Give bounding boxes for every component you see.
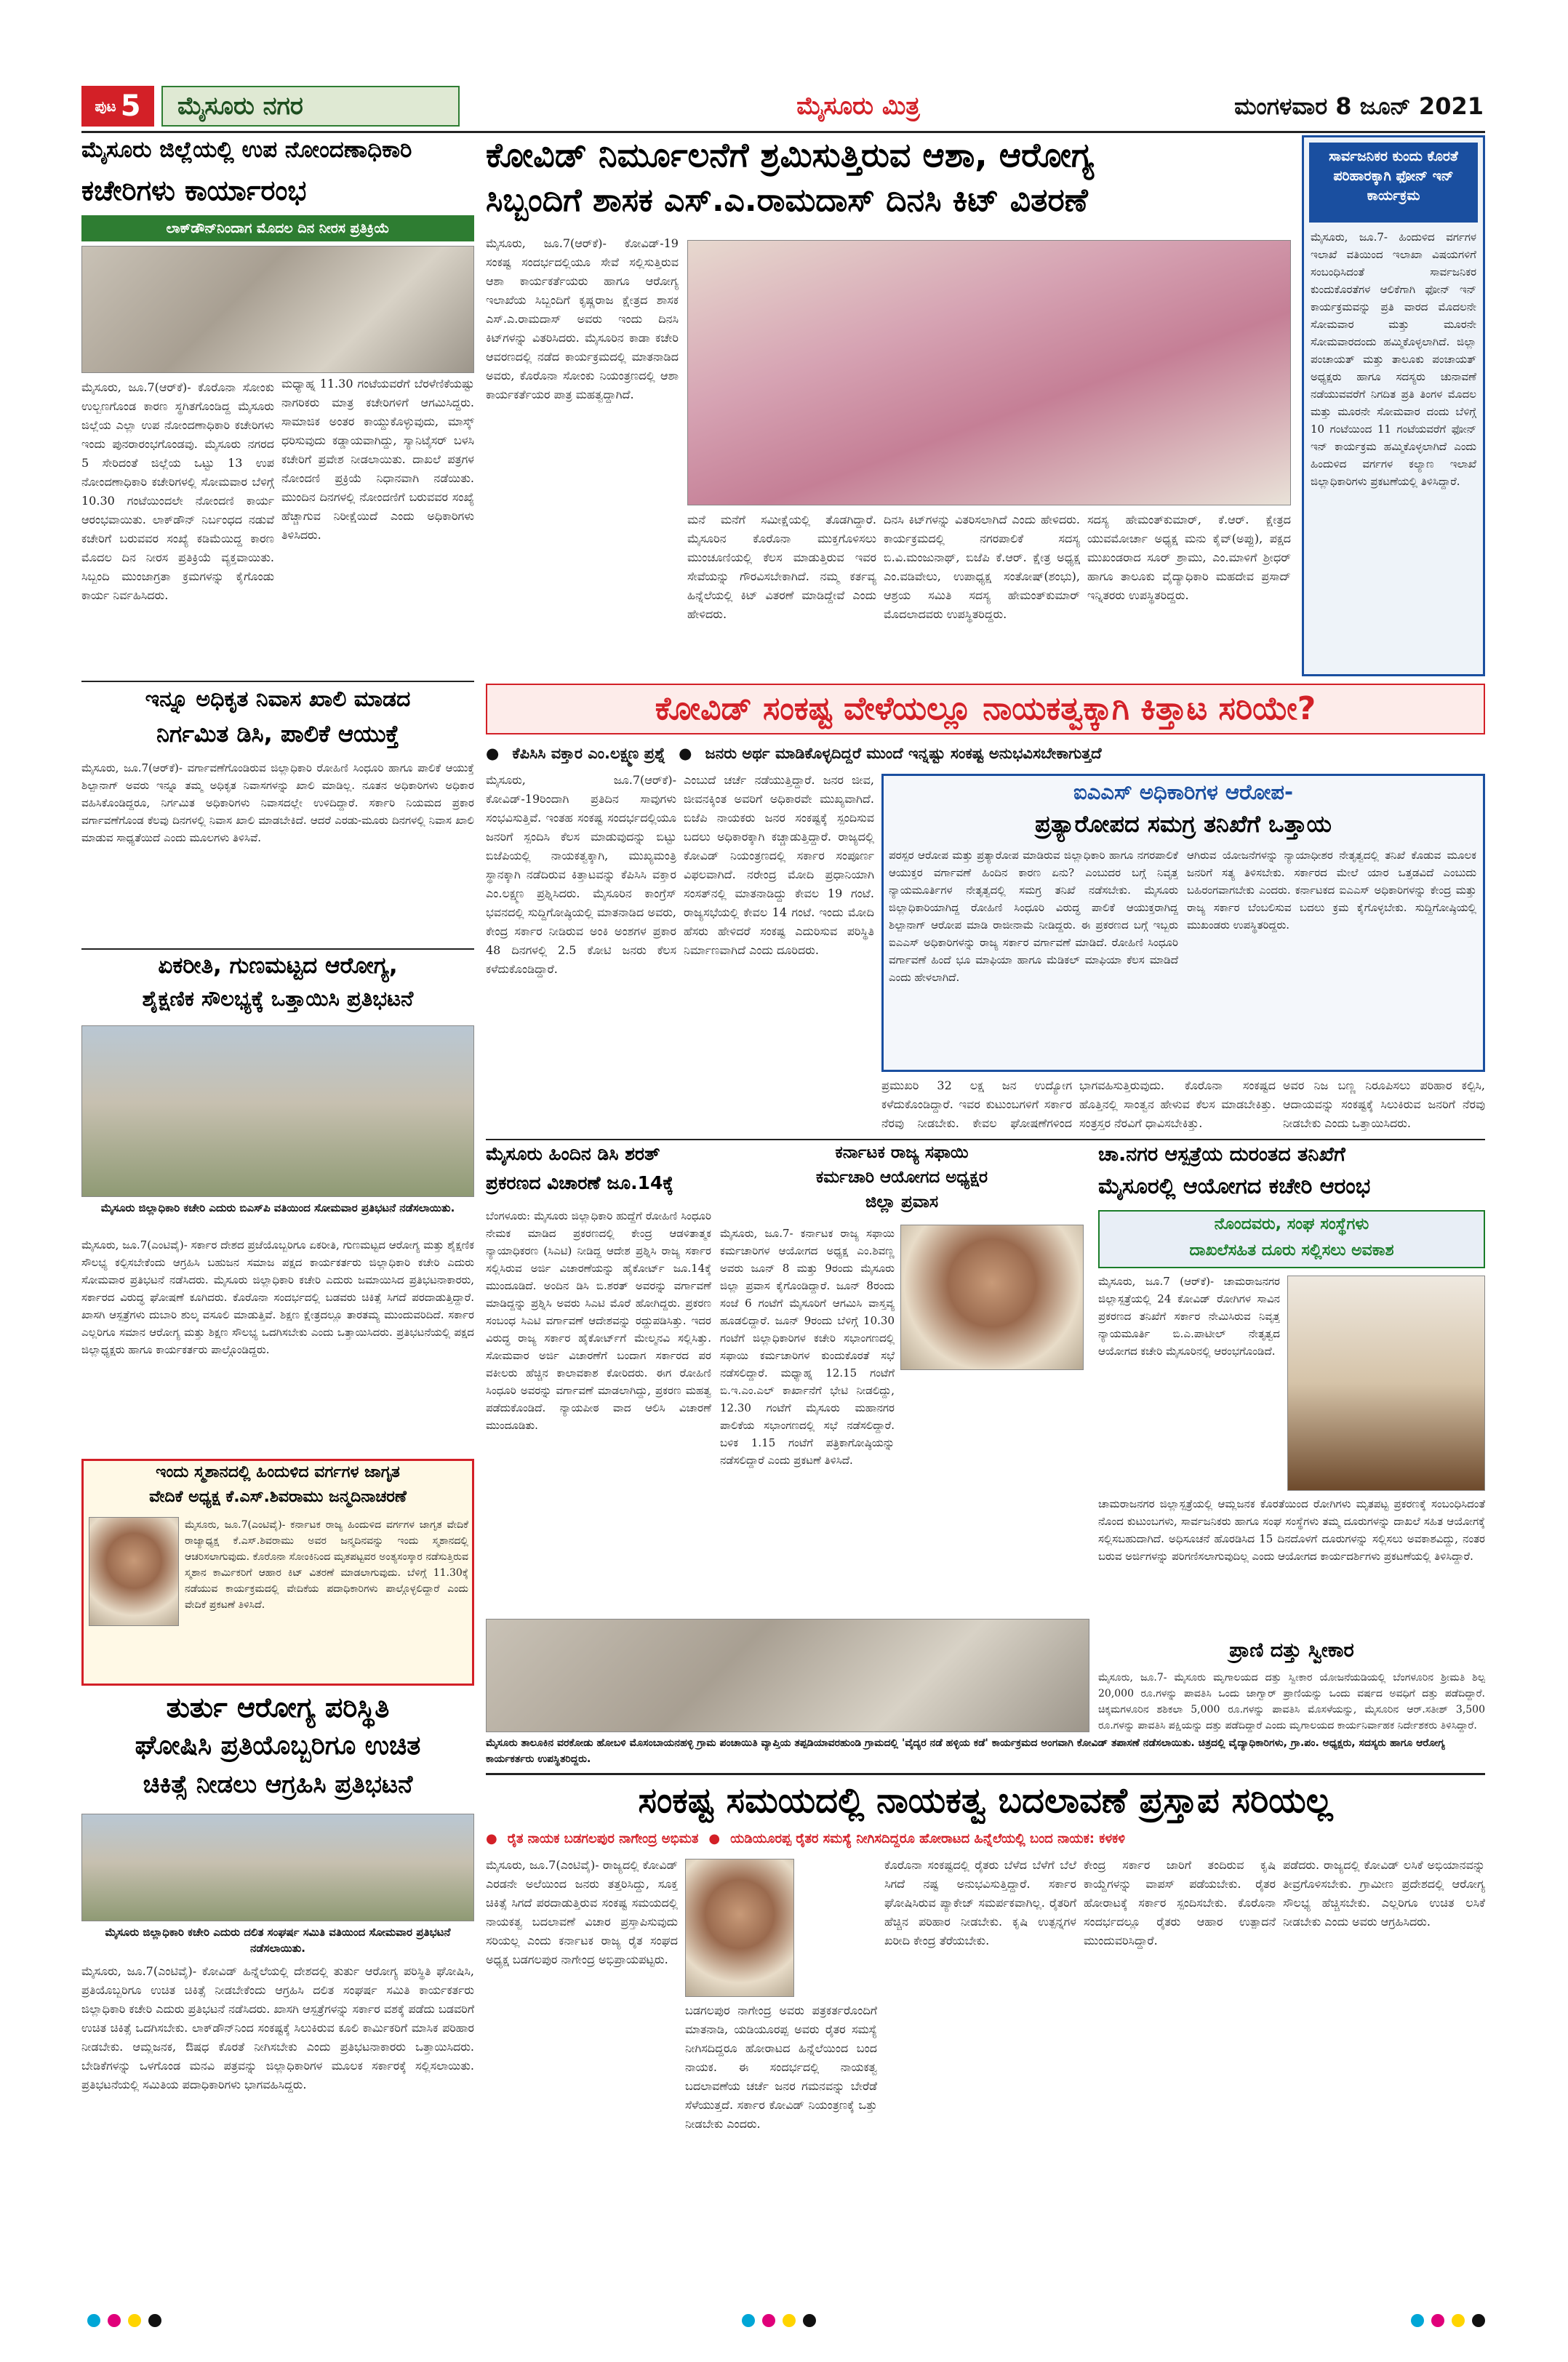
leadership-banner-text: ಕೋವಿಡ್ ಸಂಕಷ್ಟ ವೇಳೆಯಲ್ಲೂ ನಾಯಕತ್ವಕ್ಕಾಗಿ ಕಿತ್ತಾಟ ಸರಿಯೇ? [655,690,1316,727]
chamarajanagar-headline-2: ಮೈಸೂರಲ್ಲಿ ಆಯೋಗದ ಕಚೇರಿ ಆರಂಭ [1098,1174,1371,1199]
ias-col-1: ಪರಸ್ಪರ ಆರೋಪ ಮತ್ತು ಪ್ರತ್ಯಾರೋಪ ಮಾಡಿರುವ ಜಿಲ್ಲಾಧಿಕಾರಿ ಹಾಗೂ ನಗರಪಾಲಿಕೆ ಆಯುಕ್ತರ ವರ್ಗಾವಣೆ ಹಿಂದಿನ ಕಾರಣ ಏನು? ಎಂಬುದರ ಬಗ್ಗೆ ನಿವೃತ್ತ ನ್ಯಾಯಮೂರ್ತಿಗಳ ನೇತೃತ್ವದಲ್ಲಿ ಸಮಗ್ರ ತನಿಖೆ ನಡೆಸಬೇಕು. ಮೈಸೂರು ಜಿಲ್ಲಾಧಿಕಾರಿಯಾಗಿದ್ದ ರೋಹಿಣಿ ಸಿಂಧೂರಿ ವಿರುದ್ಧ ಪಾಲಿಕೆ ಆಯುಕ್ತರಾಗಿದ್ದ ಶಿಲ್ಪಾನಾಗ್ ಆರೋಪ ಮಾಡಿ ರಾಜೀನಾಮೆ ನೀಡಿದ್ದರು. ಈ ಪ್ರಕರಣದ ಬಗ್ಗೆ ಇಬ್ಬರು ಐಎಎಸ್ ಅಧಿಕಾರಿಗಳನ್ನು ರಾಜ್ಯ ಸರ್ಕಾರ ವರ್ಗಾವಣೆ ಮಾಡಿದೆ. ರೋಹಿಣಿ ಸಿಂಧೂರಿ ವರ್ಗಾವಣೆ ಹಿಂದೆ ಭೂ ಮಾಫಿಯಾ ಹಾಗೂ ಮೆಡಿಕಲ್ ಮಾಫಿಯಾ ಕೆಲಸ ಮಾಡಿದೆ ಎಂದು ಹೇಳಲಾಗಿದೆ. [889,849,1178,984]
health-protest-body: ಮೈಸೂರು, ಜೂ.7(ಎಂಟಿವೈ)- ಸರ್ಕಾರ ದೇಶದ ಪ್ರಜೆಯೊಬ್ಬರಿಗೂ ಏಕರೀತಿ, ಗುಣಮಟ್ಟದ ಆರೋಗ್ಯ ಮತ್ತು ಶೈಕ್ಷಣಿಕ ಸೌಲಭ್ಯ ಕಲ್ಪಿಸಬೇಕೆಂದು ಆಗ್ರಹಿಸಿ ಬಹುಜನ ಸಮಾಜ ಪಕ್ಷದ ಕಾರ್ಯಕರ್ತರು ಜಿಲ್ಲಾಧಿಕಾರಿ ಕಚೇರಿ ಎದುರು ಸೋಮವಾರ ಪ್ರತಿಭಟನೆ ನಡೆಸಿದರು. ಮೈಸೂರು ಜಿಲ್ಲಾಧಿಕಾರಿ ಕಚೇರಿ ಎದುರು ಜಮಾಯಿಸಿದ ಪ್ರತಿಭಟನಾಕಾರರು, ಸರ್ಕಾರದ ವಿರುದ್ಧ ಘೋಷಣೆ ಕೂಗಿದರು. ಕೊರೊನಾ ಸಂದರ್ಭದಲ್ಲಿ ಬಡವರು ಚಿಕಿತ್ಸೆ ಸಿಗದೆ ಪರದಾಡುತ್ತಿದ್ದಾರೆ. ಖಾಸಗಿ ಆಸ್ಪತ್ರೆಗಳು ದುಬಾರಿ ಶುಲ್ಕ ವಸೂಲಿ ಮಾಡುತ್ತಿವೆ. ಶಿಕ್ಷಣ ಕ್ಷೇತ್ರದಲ್ಲೂ ತಾರತಮ್ಯ ಮುಂದುವರಿದಿದೆ. ಸರ್ಕಾರ ಎಲ್ಲರಿಗೂ ಸಮಾನ ಆರೋಗ್ಯ ಮತ್ತು ಶಿಕ್ಷಣ ಸೌಲಭ್ಯ ಒದಗಿಸಬೇಕು ಎಂದು ಒತ್ತಾಯಿಸಿದರು. ಪ್ರತಿಭಟನೆಯಲ್ಲಿ ಪಕ್ಷದ ಜಿಲ್ಲಾಧ್ಯಕ್ಷರು ಹಾಗೂ ಕಾರ್ಯಕರ್ತರು ಪಾಲ್ಗೊಂಡಿದ್ದರು. [81,1238,474,1356]
chamarajanagar-strap-1: ನೊಂದವರು, ಸಂಘ ಸಂಸ್ಥೆಗಳು [1214,1215,1369,1233]
donation-body: ಮೈಸೂರು, ಜೂ.7- ಮೈಸೂರು ಮೃಗಾಲಯದ ದತ್ತು ಸ್ವೀಕಾರ ಯೋಜನೆಯಡಿಯಲ್ಲಿ ಬೆಂಗಳೂರಿನ ಶ್ರೀಮತಿ ಶಿಲ್ಪ 20,000 ರೂ.ಗಳನ್ನು ಪಾವತಿಸಿ ಒಂದು ಜಾಗ್ವಾರ್ ಪ್ರಾಣಿಯನ್ನು ಒಂದು ವರ್ಷದ ಅವಧಿಗೆ ದತ್ತು ಪಡೆದಿದ್ದಾರೆ. ಚಿಕ್ಕಮಗಳೂರಿನ ಶಶಿಕಲಾ 5,000 ರೂ.ಗಳನ್ನು ಪಾವತಿಸಿ ಮೊಸಳೆಯನ್ನು, ಮೈಸೂರಿನ ಆರ್.ಸತೀಶ್ 3,500 ರೂ.ಗಳನ್ನು ಪಾವತಿಸಿ ಪಕ್ಷಿಯನ್ನು ದತ್ತು ಪಡೆದಿದ್ದಾರೆ ಎಂದು ಮೃಗಾಲಯದ ಕಾರ್ಯನಿರ್ವಾಹಕ ನಿರ್ದೇಶಕರು ತಿಳಿಸಿದ್ದಾರೆ. [1098,1672,1485,1732]
phone-in-headline: ಸಾರ್ವಜನಿಕರ ಕುಂದು ಕೊರತೆ ಪರಿಹಾರಕ್ಕಾಗಿ ಫೋನ್ ಇನ್ ಕಾರ್ಯಕ್ರಮ [1309,143,1478,223]
farmer-strap-1: ರೈತ ನಾಯಕ ಬಡಗಲಪುರ ನಾಗೇಂದ್ರ ಅಭಿಮತ [507,1830,699,1846]
ias-headline-2: ಪ್ರತ್ಯಾರೋಪದ ಸಮಗ್ರ ತನಿಖೆಗೆ ಒತ್ತಾಯ [1035,810,1332,838]
leadership-col-2: ಎಂಬುದೆ ಚರ್ಚೆ ನಡೆಯುತ್ತಿದ್ದಾರೆ. ಜನರ ಜೀವ, ಜೀವನಕ್ಕಿಂತ ಅವರಿಗೆ ಅಧಿಕಾರವೇ ಮುಖ್ಯವಾಗಿದೆ. ಬಿಜೆಪಿ ನಾಯಕರು ಜನರ ಸಂಕಷ್ಟಕ್ಕೆ ಸ್ಪಂದಿಸುವ ಬದಲು ಅಧಿಕಾರಕ್ಕಾಗಿ ಕಚ್ಚಾಡುತ್ತಿದ್ದಾರೆ. ರಾಜ್ಯದಲ್ಲಿ ಕೋವಿಡ್ ನಿಯಂತ್ರಣದಲ್ಲಿ ಸರ್ಕಾರ ಸಂಪೂರ್ಣ ವಿಫಲವಾಗಿದೆ. ನರೇಂದ್ರ ಮೋದಿ ಪ್ರಧಾನಿಯಾಗಿ ಸಂಸತ್‌ನಲ್ಲಿ ಮಾತನಾಡಿದ್ದು ಕೇವಲ 19 ಗಂಟೆ. ರಾಜ್ಯಸಭೆಯಲ್ಲಿ ಕೇವಲ 14 ಗಂಟೆ. ಇಂದು ಮೋದಿ ಹೆಸರು ಹೇಳಿದರೆ ಸಂಕಷ್ಟ ಎದುರಿಸುವ ಪರಿಸ್ಥಿತಿ ನಿರ್ಮಾಣವಾಗಿದೆ ಎಂದು ದೂರಿದರು. [684,773,874,957]
chamarajanagar-strap-box [1098,1210,1485,1268]
emergency-headline-2: ಘೋಷಿಸಿ ಪ್ರತಿಯೊಬ್ಬರಿಗೂ ಉಚಿತ [135,1731,421,1761]
registration-marks-right [1411,2314,1485,2327]
sub-registrar-strap: ಲಾಕ್‌ಡೌನ್‌ನಿಂದಾಗ ಮೊದಲ ದಿನ ನೀರಸ ಪ್ರತಿಕ್ರಿಯೆ [81,215,474,241]
section-label: ಮೈಸೂರು ನಗರ [177,92,303,121]
lead-headline-2: ಸಿಬ್ಬಂದಿಗೆ ಶಾಸಕ ಎಸ್.ಎ.ರಾಮದಾಸ್ ದಿನಸಿ ಕಿಟ್ ವಿತರಣೆ [486,182,1088,219]
farmer-col-3: ಕೊರೊನಾ ಸಂಕಷ್ಟದಲ್ಲಿ ರೈತರು ಬೆಳೆದ ಬೆಳೆಗೆ ಬೆಲೆ ಸಿಗದೆ ನಷ್ಟ ಅನುಭವಿಸುತ್ತಿದ್ದಾರೆ. ಸರ್ಕಾರ ಘೋಷಿಸಿರುವ ಪ್ಯಾಕೇಜ್ ಸಮರ್ಪಕವಾಗಿಲ್ಲ. ರೈತರಿಗೆ ಹೆಚ್ಚಿನ ಪರಿಹಾರ ನೀಡಬೇಕು. ಕೃಷಿ ಉತ್ಪನ್ನಗಳ ಖರೀದಿ ಕೇಂದ್ರ ತೆರೆಯಬೇಕು. [884,1858,1076,1947]
backward-headline-2: ವೇದಿಕೆ ಅಧ್ಯಕ್ಷ ಕೆ.ಎಸ್.ಶಿವರಾಮು ಜನ್ಮದಿನಾಚರಣೆ [149,1488,407,1506]
divider [81,948,474,950]
lead-headline-1: ಕೋವಿಡ್ ನಿರ್ಮೂಲನೆಗೆ ಶ್ರಮಿಸುತ್ತಿರುವ ಆಶಾ, ಆರೋಗ್ಯ [486,135,1095,175]
page-label: ಪುಟ [95,97,116,115]
backward-body: ಮೈಸೂರು, ಜೂ.7(ಎಂಟಿವೈ)- ಕರ್ನಾಟಕ ರಾಜ್ಯ ಹಿಂದುಳಿದ ವರ್ಗಗಳ ಜಾಗೃತ ವೇದಿಕೆ ರಾಜ್ಯಾಧ್ಯಕ್ಷ ಕೆ.ಎಸ್.ಶಿವರಾಮು ಅವರ ಜನ್ಮದಿನವನ್ನು ಇಂದು ಸ್ಮಶಾನದಲ್ಲಿ ಆಚರಿಸಲಾಗುವುದು. ಕೊರೊನಾ ಸೋಂಕಿನಿಂದ ಮೃತಪಟ್ಟವರ ಅಂತ್ಯಸಂಸ್ಕಾರ ನಡೆಸುತ್ತಿರುವ ಸ್ಮಶಾನ ಕಾರ್ಮಿಕರಿಗೆ ಆಹಾರ ಕಿಟ್ ವಿತರಣೆ ಮಾಡಲಾಗುವುದು. ಬೆಳಿಗ್ಗೆ 11.30ಕ್ಕೆ ನಡೆಯುವ ಕಾರ್ಯಕ್ರಮದಲ್ಲಿ ವೇದಿಕೆಯ ಪದಾಧಿಕಾರಿಗಳು ಪಾಲ್ಗೊಳ್ಳಲಿದ್ದಾರೆ ಎಂದು ವೇದಿಕೆ ಪ್ರಕಟಣೆ ತಿಳಿಸಿದೆ. [185,1519,468,1611]
safai-headline-1: ಕರ್ನಾಟಕ ರಾಜ್ಯ ಸಫಾಯಿ [835,1143,969,1162]
emergency-photo [81,1814,474,1921]
health-protest-headline-1: ಏಕರೀತಿ, ಗುಣಮಟ್ಟದ ಆರೋಗ್ಯ, [158,953,398,979]
sub-registrar-col-2: ಮಧ್ಯಾಹ್ನ 11.30 ಗಂಟೆಯವರೆಗೆ ಬೆರಳೆಣಿಕೆಯಷ್ಟು ನಾಗರಿಕರು ಮಾತ್ರ ಕಚೇರಿಗಳಿಗೆ ಆಗಮಿಸಿದ್ದರು. ಸಾಮಾಜಿಕ ಅಂತರ ಕಾಯ್ದುಕೊಳ್ಳುವುದು, ಮಾಸ್ಕ್ ಧರಿಸುವುದು ಕಡ್ಡಾಯವಾಗಿದ್ದು, ಸ್ಯಾನಿಟೈಸರ್ ಬಳಸಿ ಕಚೇರಿಗೆ ಪ್ರವೇಶ ನೀಡಲಾಯಿತು. ದಾಖಲೆ ಪತ್ರಗಳ ನೋಂದಣಿ ಪ್ರಕ್ರಿಯೆ ನಿಧಾನವಾಗಿ ನಡೆಯಿತು. ಮುಂದಿನ ದಿನಗಳಲ್ಲಿ ನೋಂದಣಿಗೆ ಬರುವವರ ಸಂಖ್ಯೆ ಹೆಚ್ಚಾಗುವ ನಿರೀಕ್ಷೆಯಿದೆ ಎಂದು ಅಧಿಕಾರಿಗಳು ತಿಳಿಸಿದರು. [281,377,474,542]
donation-headline: ಪ್ರಾಣಿ ದತ್ತು ಸ್ವೀಕಾರ [1229,1639,1354,1662]
farmer-col-5: ಪಡೆದರು. ರಾಜ್ಯದಲ್ಲಿ ಕೋವಿಡ್ ಲಸಿಕೆ ಅಭಿಯಾನವನ್ನು ತೀವ್ರಗೊಳಿಸಬೇಕು. ಗ್ರಾಮೀಣ ಪ್ರದೇಶದಲ್ಲಿ ಆರೋಗ್ಯ ಸೌಲಭ್ಯ ಹೆಚ್ಚಿಸಬೇಕು. ಎಲ್ಲರಿಗೂ ಉಚಿತ ಲಸಿಕೆ ನೀಡಬೇಕು ಎಂದು ಅವರು ಆಗ್ರಹಿಸಿದರು. [1283,1858,1485,1929]
safai-headline-3: ಜಿಲ್ಲಾ ಪ್ರವಾಸ [865,1193,939,1212]
hostel-body: ಮೈಸೂರು, ಜೂ.7(ಆರ್‌ಕೆ)- ವರ್ಗಾವಣೆಗೊಂಡಿರುವ ಜಿಲ್ಲಾಧಿಕಾರಿ ರೋಹಿಣಿ ಸಿಂಧೂರಿ ಹಾಗೂ ಪಾಲಿಕೆ ಆಯುಕ್ತೆ ಶಿಲ್ಪಾನಾಗ್ ಅವರು ಇನ್ನೂ ತಮ್ಮ ಅಧಿಕೃತ ನಿವಾಸಗಳನ್ನು ಖಾಲಿ ಮಾಡಿಲ್ಲ. ನೂತನ ಅಧಿಕಾರಿಗಳು ಅಧಿಕಾರ ವಹಿಸಿಕೊಂಡಿದ್ದರೂ, ನಿರ್ಗಮಿತ ಅಧಿಕಾರಿಗಳು ನಿವಾಸದಲ್ಲೇ ಉಳಿದಿದ್ದಾರೆ. ಸರ್ಕಾರಿ ನಿಯಮದ ಪ್ರಕಾರ ವರ್ಗಾವಣೆಗೊಂಡ ಕೆಲವು ದಿನಗಳಲ್ಲಿ ನಿವಾಸ ಖಾಲಿ ಮಾಡಬೇಕಿದೆ. ಆದರೆ ಎರಡು-ಮೂರು ದಿನಗಳಲ್ಲಿ ನಿವಾಸ ಖಾಲಿ ಮಾಡುವ ಸಾಧ್ಯತೆಯಿದೆ ಎಂದು ಮೂಲಗಳು ತಿಳಿಸಿವೆ. [81,761,474,844]
chamarajanagar-body: ಚಾಮರಾಜನಗರ ಜಿಲ್ಲಾಸ್ಪತ್ರೆಯಲ್ಲಿ ಆಮ್ಲಜನಕ ಕೊರತೆಯಿಂದ ರೋಗಿಗಳು ಮೃತಪಟ್ಟ ಪ್ರಕರಣಕ್ಕೆ ಸಂಬಂಧಿಸಿದಂತೆ ನೊಂದ ಕುಟುಂಬಗಳು, ಸಾರ್ವಜನಿಕರು ಹಾಗೂ ಸಂಘ ಸಂಸ್ಥೆಗಳು ತಮ್ಮ ದೂರುಗಳನ್ನು ದಾಖಲೆ ಸಹಿತ ಆಯೋಗಕ್ಕೆ ಸಲ್ಲಿಸಬಹುದಾಗಿದೆ. ಅಧಿಸೂಚನೆ ಹೊರಡಿಸಿದ 15 ದಿನದೊಳಗೆ ದೂರುಗಳನ್ನು ಸಲ್ಲಿಸಲು ಅವಕಾಶವಿದ್ದು, ನಂತರ ಬರುವ ಅರ್ಜಿಗಳನ್ನು ಪರಿಗಣಿಸಲಾಗುವುದಿಲ್ಲ ಎಂದು ಆಯೋಗದ ಕಾರ್ಯದರ್ಶಿಗಳು ಪ್ರಕಟಣೆಯಲ್ಲಿ ತಿಳಿಸಿದ್ದಾರೆ. [1098,1497,1485,1563]
farmer-col-4: ಕೇಂದ್ರ ಸರ್ಕಾರ ಜಾರಿಗೆ ತಂದಿರುವ ಕೃಷಿ ಕಾಯ್ದೆಗಳನ್ನು ವಾಪಸ್ ಪಡೆಯಬೇಕು. ರೈತರ ಹೋರಾಟಕ್ಕೆ ಸರ್ಕಾರ ಸ್ಪಂದಿಸಬೇಕು. ಕೊರೊನಾ ಸಂದರ್ಭದಲ್ಲೂ ರೈತರು ಆಹಾರ ಉತ್ಪಾದನೆ ಮುಂದುವರಿಸಿದ್ದಾರೆ. [1084,1858,1276,1947]
hostel-headline-2: ನಿರ್ಗಮಿತ ಡಿಸಿ, ಪಾಲಿಕೆ ಆಯುಕ್ತೆ [156,720,399,748]
sub-registrar-headline-2: ಕಚೇರಿಗಳು ಕಾರ್ಯಾರಂಭ [81,175,307,207]
sharath-headline-1: ಮೈಸೂರು ಹಿಂದಿನ ಡಿಸಿ ಶರತ್ [486,1143,660,1164]
safai-headline-2: ಕರ್ಮಚಾರಿ ಆಯೋಗದ ಅಧ್ಯಕ್ಷರ [815,1168,988,1187]
village-kit-caption: ಮೈಸೂರು ತಾಲೂಕಿನ ವರಕೋಡು ಹೋಬಳಿ ಮೊಸಂಬಾಯನಹಳ್ಳಿ ಗ್ರಾಮ ಪಂಚಾಯಿತಿ ವ್ಯಾಪ್ತಿಯ ತಪ್ಪಡಿಯಾವರಹುಂಡಿ ಗ್ರಾಮದಲ್ಲಿ 'ವೈದ್ಯರ ನಡೆ ಹಳ್ಳಿಯ ಕಡೆ' ಕಾರ್ಯಕ್ರಮದ ಅಂಗವಾಗಿ ಕೋವಿಡ್ ತಪಾಸಣೆ ನಡೆಸಲಾಯಿತು. ಚಿತ್ರದಲ್ಲಿ ವೈದ್ಯಾಧಿಕಾರಿಗಳು, ಗ್ರಾ.ಪಂ. ಅಧ್ಯಕ್ಷರು, ಸದಸ್ಯರು ಹಾಗೂ ಆರೋಗ್ಯ ಕಾರ್ಯಕರ್ತರು ಉಪಸ್ಥಿತರಿದ್ದರು. [486,1737,1445,1765]
farmer-straps [486,1825,1485,1851]
health-protest-headline-2: ಶೈಕ್ಷಣಿಕ ಸೌಲಭ್ಯಕ್ಕೆ ಒತ್ತಾಯಿಸಿ ಪ್ರತಿಭಟನೆ [142,986,414,1011]
farmer-col-2: ಬಡಗಲಪುರ ನಾಗೇಂದ್ರ ಅವರು ಪತ್ರಕರ್ತರೊಂದಿಗೆ ಮಾತನಾಡಿ, ಯಡಿಯೂರಪ್ಪ ಅವರು ರೈತರ ಸಮಸ್ಯೆ ನೀಗಿಸದಿದ್ದರೂ ಹೋರಾಟದ ಹಿನ್ನೆಲೆಯಿಂದ ಬಂದ ನಾಯಕ. ಈ ಸಂದರ್ಭದಲ್ಲಿ ನಾಯಕತ್ವ ಬದಲಾವಣೆಯ ಚರ್ಚೆ ಜನರ ಗಮನವನ್ನು ಬೇರೆಡೆ ಸೆಳೆಯುತ್ತದೆ. ಸರ್ಕಾರ ಕೋವಿಡ್ ನಿಯಂತ್ರಣಕ್ಕೆ ಒತ್ತು ನೀಡಬೇಕು ಎಂದರು. [685,2003,877,2131]
page-number: 5 [120,89,141,123]
chamarajanagar-strap-2: ದಾಖಲೆಸಹಿತ ದೂರು ಸಲ್ಲಿಸಲು ಅವಕಾಶ [1189,1241,1394,1260]
farmer-banner: ಸಂಕಷ್ಟ ಸಮಯದಲ್ಲಿ ನಾಯಕತ್ವ ಬದಲಾವಣೆ ಪ್ರಸ್ತಾಪ ಸರಿಯಲ್ಲ [638,1780,1333,1821]
leadership-col-3: ಪ್ರಮುಖರಿ 32 ಲಕ್ಷ ಜನ ಉದ್ಯೋಗ ಕಳೆದುಕೊಂಡಿದ್ದಾರೆ. ಇವರ ಕುಟುಂಬಗಳಿಗೆ ಸರ್ಕಾರ ನೆರವು ನೀಡಬೇಕು. ಕೇವಲ ಘೋಷಣೆಗಳಿಂದ [881,1078,1072,1130]
masthead: ಮೈಸೂರು ಮಿತ್ರ [796,92,920,121]
emergency-headline-1: ತುರ್ತು ಆರೋಗ್ಯ ಪರಿಸ್ಥಿತಿ [166,1692,390,1724]
commission-office-photo [1287,1276,1485,1491]
bullet-icon: ● [679,745,692,762]
farmer-strap-2: ಯಡಿಯೂರಪ್ಪ ರೈತರ ಸಮಸ್ಯೆ ನೀಗಿಸದಿದ್ದರೂ ಹೋರಾಟದ ಹಿನ್ನೆಲೆಯಲ್ಲಿ ಬಂದ ನಾಯಕ: ಕಳಕಳಿ [730,1830,1126,1846]
health-protest-photo [81,1025,474,1197]
ias-headline-1: ಐಎಎಸ್ ಅಧಿಕಾರಿಗಳ ಆರೋಪ- [1073,780,1293,804]
leadership-straps [486,739,1485,768]
emergency-headline-3: ಚಿಕಿತ್ಸೆ ನೀಡಲು ಆಗ್ರಹಿಸಿ ಪ್ರತಿಭಟನೆ [143,1770,413,1799]
lead-photo [687,240,1291,505]
divider [486,1139,1485,1140]
emergency-body: ಮೈಸೂರು, ಜೂ.7(ಎಂಟಿವೈ)- ಕೋವಿಡ್ ಹಿನ್ನೆಲೆಯಲ್ಲಿ ದೇಶದಲ್ಲಿ ತುರ್ತು ಆರೋಗ್ಯ ಪರಿಸ್ಥಿತಿ ಘೋಷಿಸಿ, ಪ್ರತಿಯೊಬ್ಬರಿಗೂ ಉಚಿತ ಚಿಕಿತ್ಸೆ ನೀಡಬೇಕೆಂದು ಆಗ್ರಹಿಸಿ ದಲಿತ ಸಂಘರ್ಷ ಸಮಿತಿ ಕಾರ್ಯಕರ್ತರು ಜಿಲ್ಲಾಧಿಕಾರಿ ಕಚೇರಿ ಎದುರು ಪ್ರತಿಭಟನೆ ನಡೆಸಿದರು. ಖಾಸಗಿ ಆಸ್ಪತ್ರೆಗಳನ್ನು ಸರ್ಕಾರ ವಶಕ್ಕೆ ಪಡೆದು ಬಡವರಿಗೆ ಉಚಿತ ಚಿಕಿತ್ಸೆ ಒದಗಿಸಬೇಕು. ಲಾಕ್‌ಡೌನ್‌ನಿಂದ ಸಂಕಷ್ಟಕ್ಕೆ ಸಿಲುಕಿರುವ ಕೂಲಿ ಕಾರ್ಮಿಕರಿಗೆ ಮಾಸಿಕ ಪರಿಹಾರ ನೀಡಬೇಕು. ಆಮ್ಲಜನಕ, ಔಷಧ ಕೊರತೆ ನೀಗಿಸಬೇಕು ಎಂದು ಪ್ರತಿಭಟನಾಕಾರರು ಒತ್ತಾಯಿಸಿದರು. ಬೇಡಿಕೆಗಳನ್ನು ಒಳಗೊಂಡ ಮನವಿ ಪತ್ರವನ್ನು ಜಿಲ್ಲಾಧಿಕಾರಿಗಳ ಮೂಲಕ ಸರ್ಕಾರಕ್ಕೆ ಸಲ್ಲಿಸಲಾಯಿತು. ಪ್ರತಿಭಟನೆಯಲ್ಲಿ ಸಮಿತಿಯ ಪದಾಧಿಕಾರಿಗಳು ಭಾಗವಹಿಸಿದ್ದರು. [81,1964,474,2091]
emergency-caption: ಮೈಸೂರು ಜಿಲ್ಲಾಧಿಕಾರಿ ಕಚೇರಿ ಎದುರು ದಲಿತ ಸಂಘರ್ಷ ಸಮಿತಿ ವತಿಯಿಂದ ಸೋಮವಾರ ಪ್ರತಿಭಟನೆ ನಡೆಸಲಾಯಿತು. [105,1926,451,1955]
registration-marks-left [87,2314,161,2327]
leadership-col-5: ಅವರ ನಿಜ ಬಣ್ಣ ನಿರೂಪಿಸಲು ಪರಿಹಾರ ಕಲ್ಪಿಸಿ, ಆದಾಯವನ್ನು ಸಂಕಷ್ಟಕ್ಕೆ ಸಿಲುಕಿರುವ ಜನರಿಗೆ ನೆರವು ನೀಡಬೇಕು ಎಂದು ಒತ್ತಾಯಿಸಿದರು. [1283,1078,1485,1130]
ias-col-2: ಆಗಿರುವ ಯೋಜನೆಗಳನ್ನು ನ್ಯಾಯಾಧೀಶರ ನೇತೃತ್ವದಲ್ಲಿ ತನಿಖೆ ಕೊಡುವ ಮೂಲಕ ಜನರಿಗೆ ಸತ್ಯ ತಿಳಿಸಬೇಕು. ಸರ್ಕಾರದ ಮೇಲೆ ಯಾರ ಒತ್ತಡವಿದೆ ಎಂಬುದು ಬಹಿರಂಗವಾಗಬೇಕು ಎಂದರು. ಕರ್ನಾಟಕದ ಐಎಎಸ್ ಅಧಿಕಾರಿಗಳನ್ನು ಕೇಂದ್ರ ಮತ್ತು ರಾಜ್ಯ ಸರ್ಕಾರ ಬೆಂಬಲಿಸುವ ಬದಲು ಕ್ರಮ ಕೈಗೊಳ್ಳಬೇಕು. ಸುದ್ದಿಗೋಷ್ಠಿಯಲ್ಲಿ ಮುಖಂಡರು ಉಪಸ್ಥಿತರಿದ್ದರು. [1187,849,1476,932]
issue-date: ಮಂಗಳವಾರ 8 ಜೂನ್ 2021 [1234,92,1484,120]
lead-col-4: ಸದಸ್ಯ ಹೇಮಂತ್‌ಕುಮಾರ್, ಕೆ.ಆರ್. ಕ್ಷೇತ್ರದ ಯುವಮೋರ್ಚಾ ಅಧ್ಯಕ್ಷ ಮನು ಕೈವ್(ಅಪ್ಪು), ಪಕ್ಷದ ಮುಖಂಡರಾದ ಸೂರ್ ಶ್ರಾಮು, ಎಂ.ಮಾಳಿಗೆ ಶ್ರೀಧರ್ ಹಾಗೂ ತಾಲೂಕು ವೈದ್ಯಾಧಿಕಾರಿ ಮಹದೇವ ಪ್ರಸಾದ್ ಇನ್ನಿತರರು ಉಪಸ್ಥಿತರಿದ್ದರು. [1087,513,1291,602]
section-title [161,86,460,127]
phone-in-body: ಮೈಸೂರು, ಜೂ.7- ಹಿಂದುಳಿದ ವರ್ಗಗಳ ಇಲಾಖೆ ವತಿಯಿಂದ ಇಲಾಖಾ ವಿಷಯಗಳಿಗೆ ಸಂಬಂಧಿಸಿದಂತೆ ಸಾರ್ವಜನಿಕರ ಕುಂದುಕೊರತೆಗಳ ಆಲಿಕೆಗಾಗಿ ಫೋನ್ ಇನ್ ಕಾರ್ಯಕ್ರಮವನ್ನು ಪ್ರತಿ ವಾರದ ಮೊದಲನೇ ಸೋಮವಾರ ಮತ್ತು ಮೂರನೇ ಸೋಮವಾರದಂದು ಹಮ್ಮಿಕೊಳ್ಳಲಾಗಿದೆ. ಜಿಲ್ಲಾ ಪಂಚಾಯತ್ ಮತ್ತು ತಾಲೂಕು ಪಂಚಾಯತ್ ಅಧ್ಯಕ್ಷರು ಹಾಗೂ ಸದಸ್ಯರು ಚುನಾವಣೆ ನಡೆಯುವವರೆಗೆ ನಿಗದಿತ ಪ್ರತಿ ತಿಂಗಳ ಮೊದಲ ಮತ್ತು ಮೂರನೇ ಸೋಮವಾರ ದಂದು ಬೆಳಿಗ್ಗೆ 10 ಗಂಟೆಯಿಂದ 11 ಗಂಟೆಯವರೆಗೆ ಫೋನ್ ಇನ್ ಕಾರ್ಯಕ್ರಮ ಹಮ್ಮಿಕೊಳ್ಳಲಾಗಿದೆ ಎಂದು ಹಿಂದುಳಿದ ವರ್ಗಗಳ ಕಲ್ಯಾಣ ಇಲಾಖೆ ಜಿಲ್ಲಾಧಿಕಾರಿಗಳು ಪ್ರಕಟಣೆಯಲ್ಲಿ ತಿಳಿಸಿದ್ದಾರೆ. [1311,231,1476,488]
shivaramu-photo [89,1517,179,1626]
bullet-icon: ● [708,1830,721,1846]
bullet-icon: ● [486,1830,497,1846]
backward-headline-1: ಇಂದು ಸ್ಮಶಾನದಲ್ಲಿ ಹಿಂದುಳಿದ ವರ್ಗಗಳ ಜಾಗೃತ [156,1463,400,1481]
lead-col-3: ದಿನಸಿ ಕಿಟ್‌ಗಳನ್ನು ವಿತರಿಸಲಾಗಿದೆ ಎಂದು ಹೇಳಿದರು. ಕಾರ್ಯಕ್ರಮದಲ್ಲಿ ನಗರಪಾಲಿಕೆ ಸದಸ್ಯ ಬಿ.ವಿ.ಮಂಜುನಾಥ್, ಬಿಜೆಪಿ ಕೆ.ಆರ್. ಕ್ಷೇತ್ರ ಅಧ್ಯಕ್ಷ ಎಂ.ವಡಿವೇಲು, ಉಪಾಧ್ಯಕ್ಷ ಸಂತೋಷ್(ಶಂಭು), ಆಶ್ರಯ ಸಮಿತಿ ಸದಸ್ಯ ಹೇಮಂತ್‌ಕುಮಾರ್ ಮೊದಲಾದವರು ಉಪಸ್ಥಿತರಿದ್ದರು. [884,513,1080,621]
chamarajanagar-headline-1: ಚಾ.ನಗರ ಆಸ್ಪತ್ರೆಯ ದುರಂತದ ತನಿಖೆಗೆ [1098,1143,1345,1166]
village-kit-photo [486,1619,1089,1732]
leadership-strap-2: ಜನರು ಅರ್ಥ ಮಾಡಿಕೊಳ್ಳದಿದ್ದರೆ ಮುಂದೆ ಇನ್ನಷ್ಟು ಸಂಕಷ್ಟ ಅನುಭವಿಸಬೇಕಾಗುತ್ತದೆ [705,744,1102,762]
sharath-headline-2: ಪ್ರಕರಣದ ವಿಚಾರಣೆ ಜೂ.14ಕ್ಕೆ [486,1172,673,1193]
page-number-badge [81,86,154,127]
sub-registrar-headline-1: ಮೈಸೂರು ಜಿಲ್ಲೆಯಲ್ಲಿ ಉಪ ನೋಂದಣಾಧಿಕಾರಿ [81,137,412,163]
leadership-col-1: ಮೈಸೂರು, ಜೂ.7(ಆರ್‌ಕೆ)- ಕೋವಿಡ್-19ರಿಂದಾಗಿ ಪ್ರತಿದಿನ ಸಾವುಗಳು ಸಂಭವಿಸುತ್ತಿವೆ. ಇಂತಹ ಸಂಕಷ್ಟ ಸಂದರ್ಭದಲ್ಲಿಯೂ ಜನರಿಗೆ ಸ್ಪಂದಿಸಿ ಕೆಲಸ ಮಾಡುವುದನ್ನು ಬಿಟ್ಟು ಬಿಜೆಪಿಯಲ್ಲಿ ನಾಯಕತ್ವಕ್ಕಾಗಿ, ಮುಖ್ಯಮಂತ್ರಿ ಸ್ಥಾನಕ್ಕಾಗಿ ನಡೆದಿರುವ ಕಿತ್ತಾಟವನ್ನು ಕೆಪಿಸಿಸಿ ವಕ್ತಾರ ಎಂ.ಲಕ್ಷ್ಮಣ ಪ್ರಶ್ನಿಸಿದರು. ಮೈಸೂರಿನ ಕಾಂಗ್ರೆಸ್ ಭವನದಲ್ಲಿ ಸುದ್ದಿಗೋಷ್ಠಿಯಲ್ಲಿ ಮಾತನಾಡಿದ ಅವರು, ಕೇಂದ್ರ ಸರ್ಕಾರ ನೀಡಿರುವ ಅಂಕಿ ಅಂಶಗಳ ಪ್ರಕಾರ 48 ದಿನಗಳಲ್ಲಿ 2.5 ಕೋಟಿ ಜನರು ಕೆಲಸ ಕಳೆದುಕೊಂಡಿದ್ದಾರೆ. [486,773,676,976]
header-rule [81,131,1485,133]
bullet-icon: ● [486,745,500,762]
shivanna-photo [900,1225,1084,1370]
divider [486,1773,1485,1775]
lead-col-2: ಮನೆ ಮನೆಗೆ ಸಮೀಕ್ಷೆಯಲ್ಲಿ ತೊಡಗಿದ್ದಾರೆ. ಮೈಸೂರಿನ ಕೊರೊನಾ ಮುಕ್ತಗೊಳಿಸಲು ಮುಂಚೂಣಿಯಲ್ಲಿ ಕೆಲಸ ಮಾಡುತ್ತಿರುವ ಇವರ ಸೇವೆಯನ್ನು ಗೌರವಿಸಬೇಕಾಗಿದೆ. ನಮ್ಮ ಕರ್ತವ್ಯ ಹಿನ್ನೆಲೆಯಲ್ಲಿ ಕಿಟ್ ವಿತರಣೆ ಮಾಡಿದ್ದೇವೆ ಎಂದು ಹೇಳಿದರು. [687,513,876,621]
leadership-strap-1: ಕೆಪಿಸಿಸಿ ವಕ್ತಾರ ಎಂ.ಲಕ್ಷ್ಮಣ ಪ್ರಶ್ನೆ [512,744,666,762]
chamarajanagar-lead: ಮೈಸೂರು, ಜೂ.7 (ಆರ್‌ಕೆ)- ಚಾಮರಾಜನಗರ ಜಿಲ್ಲಾಸ್ಪತ್ರೆಯಲ್ಲಿ 24 ಕೋವಿಡ್ ರೋಗಿಗಳ ಸಾವಿನ ಪ್ರಕರಣದ ತನಿಖೆಗೆ ಸರ್ಕಾರ ನೇಮಿಸಿರುವ ನಿವೃತ್ತ ನ್ಯಾಯಮೂರ್ತಿ ಬಿ.ಎ.ಪಾಟೀಲ್ ನೇತೃತ್ವದ ಆಯೋಗದ ಕಚೇರಿ ಮೈಸೂರಿನಲ್ಲಿ ಆರಂಭಗೊಂಡಿದೆ. [1098,1275,1280,1358]
hostel-headline-1: ಇನ್ನೂ ಅಧಿಕೃತ ನಿವಾಸ ಖಾಲಿ ಮಾಡದ [145,686,411,712]
nagendra-photo [685,1859,794,1997]
farmer-col-1: ಮೈಸೂರು, ಜೂ.7(ಎಂಟಿವೈ)- ರಾಜ್ಯದಲ್ಲಿ ಕೋವಿಡ್ ಎರಡನೇ ಅಲೆಯಿಂದ ಜನರು ತತ್ತರಿಸಿದ್ದು, ಸೂಕ್ತ ಚಿಕಿತ್ಸೆ ಸಿಗದೆ ಪರದಾಡುತ್ತಿರುವ ಸಂಕಷ್ಟ ಸಮಯದಲ್ಲಿ ನಾಯಕತ್ವ ಬದಲಾವಣೆ ವಿಚಾರ ಪ್ರಸ್ತಾಪಿಸುವುದು ಸರಿಯಲ್ಲ ಎಂದು ಕರ್ನಾಟಕ ರಾಜ್ಯ ರೈತ ಸಂಘದ ಅಧ್ಯಕ್ಷ ಬಡಗಲಪುರ ನಾಗೇಂದ್ರ ಅಭಿಪ್ರಾಯಪಟ್ಟರು. [486,1858,678,1966]
sub-registrar-col-1: ಮೈಸೂರು, ಜೂ.7(ಆರ್‌ಕೆ)- ಕೊರೊನಾ ಸೋಂಕು ಉಲ್ಬಣಗೊಂಡ ಕಾರಣ ಸ್ಥಗಿತಗೊಂಡಿದ್ದ ಮೈಸೂರು ಜಿಲ್ಲೆಯ ಎಲ್ಲಾ ಉಪ ನೋಂದಣಾಧಿಕಾರಿ ಕಚೇರಿಗಳು ಇಂದು ಪುನರಾರಂಭಗೊಂಡವು. ಮೈಸೂರು ನಗರದ 5 ಸೇರಿದಂತೆ ಜಿಲ್ಲೆಯ ಒಟ್ಟು 13 ಉಪ ನೋಂದಣಾಧಿಕಾರಿ ಕಚೇರಿಗಳಲ್ಲಿ ಸೋಮವಾರ ಬೆಳಿಗ್ಗೆ 10.30 ಗಂಟೆಯಿಂದಲೇ ನೋಂದಣಿ ಕಾರ್ಯ ಆರಂಭವಾಯಿತು. ಲಾಕ್‌ಡೌನ್ ನಿರ್ಬಂಧದ ನಡುವೆ ಕಚೇರಿಗೆ ಬರುವವರ ಸಂಖ್ಯೆ ಕಡಿಮೆಯಿದ್ದ ಕಾರಣ ಮೊದಲ ದಿನ ನೀರಸ ಪ್ರತಿಕ್ರಿಯೆ ವ್ಯಕ್ತವಾಯಿತು. ಸಿಬ್ಬಂದಿ ಮುಂಜಾಗ್ರತಾ ಕ್ರಮಗಳನ್ನು ಕೈಗೊಂಡು ಕಾರ್ಯ ನಿರ್ವಹಿಸಿದರು. [81,380,274,602]
safai-body: ಮೈಸೂರು, ಜೂ.7- ಕರ್ನಾಟಕ ರಾಜ್ಯ ಸಫಾಯಿ ಕರ್ಮಚಾರಿಗಳ ಆಯೋಗದ ಅಧ್ಯಕ್ಷ ಎಂ.ಶಿವಣ್ಣ ಅವರು ಜೂನ್ 8 ಮತ್ತು 9ರಂದು ಮೈಸೂರು ಜಿಲ್ಲಾ ಪ್ರವಾಸ ಕೈಗೊಂಡಿದ್ದಾರೆ. ಜೂನ್ 8ರಂದು ಸಂಜೆ 6 ಗಂಟೆಗೆ ಮೈಸೂರಿಗೆ ಆಗಮಿಸಿ ವಾಸ್ತವ್ಯ ಹೂಡಲಿದ್ದಾರೆ. ಜೂನ್ 9ರಂದು ಬೆಳಿಗ್ಗೆ 10.30 ಗಂಟೆಗೆ ಜಿಲ್ಲಾಧಿಕಾರಿಗಳ ಕಚೇರಿ ಸಭಾಂಗಣದಲ್ಲಿ ಸಫಾಯಿ ಕರ್ಮಚಾರಿಗಳ ಕುಂದುಕೊರತೆ ಸಭೆ ನಡೆಸಲಿದ್ದಾರೆ. ಮಧ್ಯಾಹ್ನ 12.15 ಗಂಟೆಗೆ ಬಿ.ಇ.ಎಂ.ಎಲ್ ಕಾರ್ಖಾನೆಗೆ ಭೇಟಿ ನೀಡಲಿದ್ದು, 12.30 ಗಂಟೆಗೆ ಮೈಸೂರು ಮಹಾನಗರ ಪಾಲಿಕೆಯ ಸಭಾಂಗಣದಲ್ಲಿ ಸಭೆ ನಡೆಸಲಿದ್ದಾರೆ. ಬಳಿಕ 1.15 ಗಂಟೆಗೆ ಪತ್ರಿಕಾಗೋಷ್ಠಿಯನ್ನು ನಡೆಸಲಿದ್ದಾರೆ ಎಂದು ಪ್ರಕಟಣೆ ತಿಳಿಸಿದೆ. [720,1227,895,1467]
registration-marks-center [742,2314,816,2327]
divider [81,681,474,682]
health-protest-caption: ಮೈಸೂರು ಜಿಲ್ಲಾಧಿಕಾರಿ ಕಚೇರಿ ಎದುರು ಬಿಎಸ್‌ಪಿ ವತಿಯಿಂದ ಸೋಮವಾರ ಪ್ರತಿಭಟನೆ ನಡೆಸಲಾಯಿತು. [100,1201,455,1214]
leadership-col-4: ಭಾಗವಹಿಸುತ್ತಿರುವುದು. ಕೊರೊನಾ ಸಂಕಷ್ಟದ ಹೊತ್ತಿನಲ್ಲಿ ಸಾಂತ್ವನ ಹೇಳುವ ಕೆಲಸ ಮಾಡಬೇಕಿತ್ತು. ಸಂತ್ರಸ್ತರ ನೆರವಿಗೆ ಧಾವಿಸಬೇಕಿತ್ತು. [1079,1078,1276,1130]
lead-col-1: ಮೈಸೂರು, ಜೂ.7(ಆರ್‌ಕೆ)- ಕೋವಿಡ್-19 ಸಂಕಷ್ಟ ಸಂದರ್ಭದಲ್ಲಿಯೂ ಸೇವೆ ಸಲ್ಲಿಸುತ್ತಿರುವ ಆಶಾ ಕಾರ್ಯಕರ್ತೆಯರು ಹಾಗೂ ಆರೋಗ್ಯ ಇಲಾಖೆಯ ಸಿಬ್ಬಂದಿಗೆ ಕೃಷ್ಣರಾಜ ಕ್ಷೇತ್ರದ ಶಾಸಕ ಎಸ್.ಎ.ರಾಮದಾಸ್ ಅವರು ಇಂದು ದಿನಸಿ ಕಿಟ್‌ಗಳನ್ನು ವಿತರಿಸಿದರು. ಮೈಸೂರಿನ ಕಾಡಾ ಕಚೇರಿ ಆವರಣದಲ್ಲಿ ನಡೆದ ಕಾರ್ಯಕ್ರಮದಲ್ಲಿ ಮಾತನಾಡಿದ ಅವರು, ಕೊರೊನಾ ಸೋಂಕು ನಿಯಂತ್ರಣದಲ್ಲಿ ಆಶಾ ಕಾರ್ಯಕರ್ತೆಯರ ಪಾತ್ರ ಮಹತ್ವದ್ದಾಗಿದೆ. [486,236,679,401]
sharath-body: ಬೆಂಗಳೂರು: ಮೈಸೂರು ಜಿಲ್ಲಾಧಿಕಾರಿ ಹುದ್ದೆಗೆ ರೋಹಿಣಿ ಸಿಂಧೂರಿ ನೇಮಕ ಮಾಡಿದ ಪ್ರಕರಣದಲ್ಲಿ ಕೇಂದ್ರ ಆಡಳಿತಾತ್ಮಕ ನ್ಯಾಯಾಧಿಕರಣ (ಸಿಎಟಿ) ನೀಡಿದ್ದ ಆದೇಶ ಪ್ರಶ್ನಿಸಿ ರಾಜ್ಯ ಸರ್ಕಾರ ಸಲ್ಲಿಸಿರುವ ಅರ್ಜಿ ವಿಚಾರಣೆಯನ್ನು ಹೈಕೋರ್ಟ್ ಜೂ.14ಕ್ಕೆ ಮುಂದೂಡಿದೆ. ಅಂದಿನ ಡಿಸಿ ಬಿ.ಶರತ್ ಅವರನ್ನು ವರ್ಗಾವಣೆ ಮಾಡಿದ್ದನ್ನು ಪ್ರಶ್ನಿಸಿ ಅವರು ಸಿಎಟಿ ಮೊರೆ ಹೋಗಿದ್ದರು. ಪ್ರಕರಣ ಸಂಬಂಧ ಸಿಎಟಿ ವರ್ಗಾವಣೆ ಆದೇಶವನ್ನು ರದ್ದುಪಡಿಸಿತ್ತು. ಇದರ ವಿರುದ್ಧ ರಾಜ್ಯ ಸರ್ಕಾರ ಹೈಕೋರ್ಟ್‌ಗೆ ಮೇಲ್ಮನವಿ ಸಲ್ಲಿಸಿತ್ತು. ಸೋಮವಾರ ಅರ್ಜಿ ವಿಚಾರಣೆಗೆ ಬಂದಾಗ ಸರ್ಕಾರದ ಪರ ವಕೀಲರು ಹೆಚ್ಚಿನ ಕಾಲಾವಕಾಶ ಕೋರಿದರು. ಈಗ ರೋಹಿಣಿ ಸಿಂಧೂರಿ ಅವರನ್ನು ವರ್ಗಾವಣೆ ಮಾಡಲಾಗಿದ್ದು, ಪ್ರಕರಣ ಮಹತ್ವ ಪಡೆದುಕೊಂಡಿದೆ. ನ್ಯಾಯಪೀಠ ವಾದ ಆಲಿಸಿ ವಿಚಾರಣೆ ಮುಂದೂಡಿತು. [486,1209,711,1432]
